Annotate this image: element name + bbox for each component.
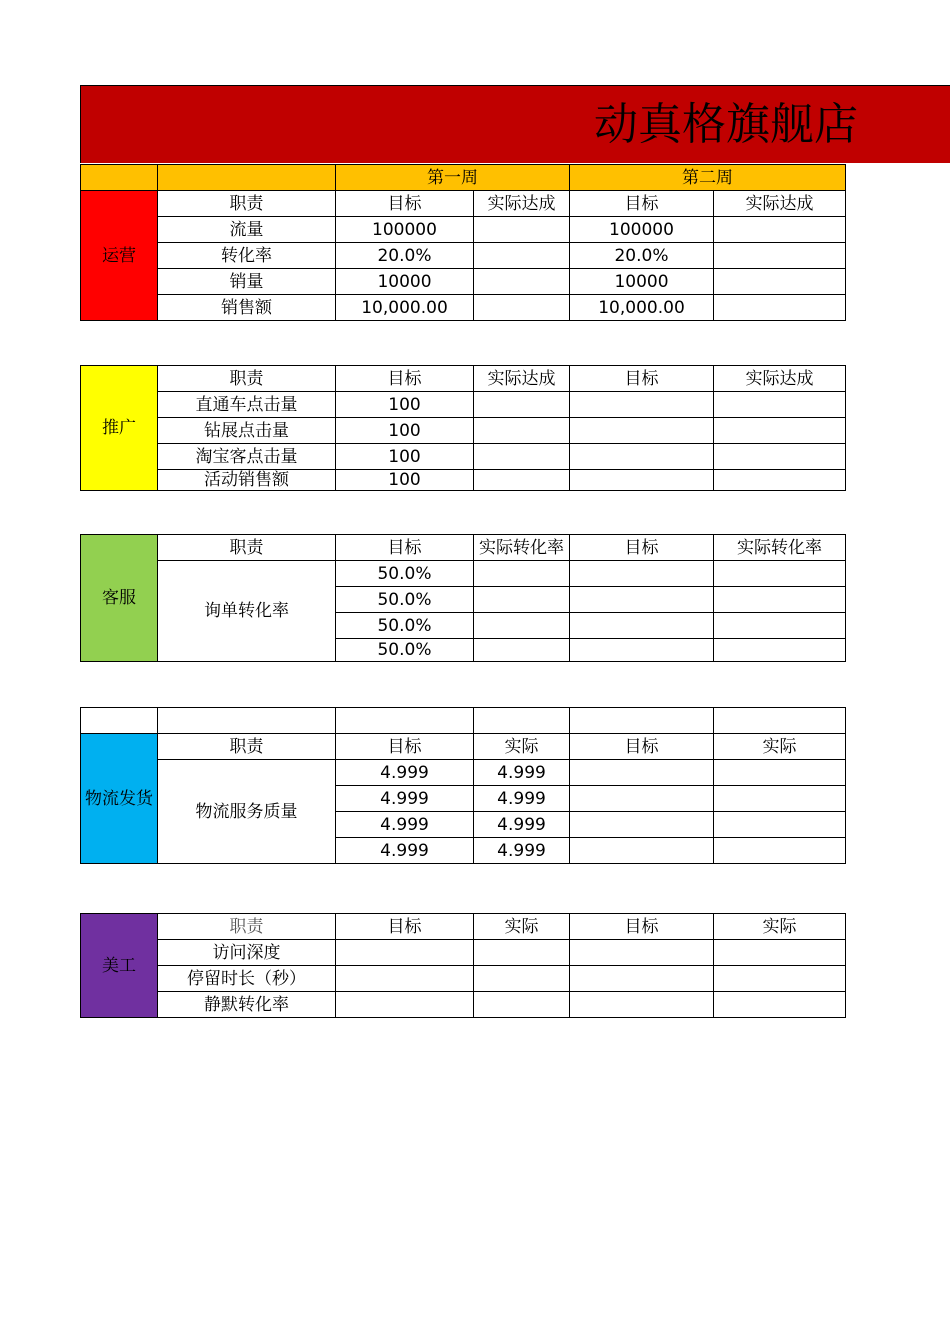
art-header-target-1: 目标: [336, 914, 474, 940]
ops-cell[interactable]: [714, 295, 846, 321]
ops-header-duty: 职责: [158, 191, 336, 217]
cs-cell[interactable]: [474, 613, 570, 639]
promo-cell[interactable]: [570, 470, 714, 491]
promo-duty[interactable]: 直通车点击量: [158, 392, 336, 418]
cs-cell[interactable]: [474, 639, 570, 662]
art-table: [80, 913, 846, 1018]
promo-duty[interactable]: 钻展点击量: [158, 418, 336, 444]
logistics-header-actual-2: 实际: [714, 734, 846, 760]
promo-cell[interactable]: [570, 444, 714, 470]
blank-row-table: [80, 707, 846, 734]
promo-duty[interactable]: 淘宝客点击量: [158, 444, 336, 470]
logistics-actual[interactable]: 4.999: [474, 786, 570, 812]
art-duty[interactable]: 访问深度: [158, 940, 336, 966]
promo-cell[interactable]: 100: [336, 392, 474, 418]
logistics-header-duty: 职责: [158, 734, 336, 760]
ops-cell[interactable]: 10000: [570, 269, 714, 295]
ops-cell[interactable]: [474, 217, 570, 243]
ops-cell[interactable]: 10000: [336, 269, 474, 295]
table-row: [81, 966, 846, 992]
promo-cell[interactable]: [714, 444, 846, 470]
promo-cell[interactable]: [474, 470, 570, 491]
art-category: 美工: [81, 914, 158, 1018]
week-2-header: 第二周: [570, 165, 846, 191]
promo-cell[interactable]: [570, 418, 714, 444]
art-header-actual-2: 实际: [714, 914, 846, 940]
promo-duty[interactable]: 活动销售额: [158, 470, 336, 491]
promo-cell[interactable]: 100: [336, 470, 474, 491]
art-cell[interactable]: [336, 940, 474, 966]
table-row: [81, 561, 846, 587]
logistics-cell[interactable]: [714, 786, 846, 812]
cs-header-duty: 职责: [158, 535, 336, 561]
cs-cell[interactable]: [570, 561, 714, 587]
cs-cell[interactable]: [714, 613, 846, 639]
cs-target[interactable]: 50.0%: [336, 587, 474, 613]
cs-header-actual-1: 实际转化率: [474, 535, 570, 561]
blank-cell[interactable]: [714, 708, 846, 734]
ops-header-target-2: 目标: [570, 191, 714, 217]
ops-category: 运营: [81, 191, 158, 321]
cs-header-actual-2: 实际转化率: [714, 535, 846, 561]
blank-cell[interactable]: [570, 708, 714, 734]
cs-cell[interactable]: [570, 587, 714, 613]
blank-cell[interactable]: [158, 708, 336, 734]
art-duty[interactable]: 停留时长（秒）: [158, 966, 336, 992]
promo-cell[interactable]: [474, 392, 570, 418]
cs-header-target-1: 目标: [336, 535, 474, 561]
logistics-actual[interactable]: 4.999: [474, 838, 570, 864]
ops-cell[interactable]: 20.0%: [570, 243, 714, 269]
table-row: [81, 760, 846, 786]
logistics-target[interactable]: 4.999: [336, 838, 474, 864]
art-cell[interactable]: [714, 940, 846, 966]
table-row: [81, 243, 846, 269]
logistics-header-target-2: 目标: [570, 734, 714, 760]
logistics-table: [80, 733, 846, 864]
promo-header-target-2: 目标: [570, 366, 714, 392]
cs-cell[interactable]: [714, 587, 846, 613]
art-header-duty: 职责: [158, 914, 336, 940]
logistics-cell[interactable]: [714, 812, 846, 838]
art-cell[interactable]: [474, 940, 570, 966]
ops-cell[interactable]: [474, 269, 570, 295]
ops-header-target-1: 目标: [336, 191, 474, 217]
cs-cell[interactable]: [714, 639, 846, 662]
cs-cell[interactable]: [570, 639, 714, 662]
promo-header-actual-1: 实际达成: [474, 366, 570, 392]
ops-cell[interactable]: 100000: [570, 217, 714, 243]
art-header-target-2: 目标: [570, 914, 714, 940]
cs-category: 客服: [81, 535, 158, 662]
logistics-category: 物流发货: [81, 734, 158, 864]
promo-cell[interactable]: [714, 418, 846, 444]
ops-duty[interactable]: 转化率: [158, 243, 336, 269]
table-row: [81, 295, 846, 321]
art-cell[interactable]: [570, 992, 714, 1018]
cs-cell[interactable]: [570, 613, 714, 639]
art-cell[interactable]: [336, 992, 474, 1018]
ops-cell[interactable]: [714, 243, 846, 269]
ops-header-actual-1: 实际达成: [474, 191, 570, 217]
blank-cell[interactable]: [336, 708, 474, 734]
table-row: [81, 470, 846, 491]
promo-header-actual-2: 实际达成: [714, 366, 846, 392]
logistics-cell[interactable]: [570, 812, 714, 838]
promo-table: [80, 365, 846, 491]
promo-cell[interactable]: 100: [336, 444, 474, 470]
table-row: [81, 392, 846, 418]
table-row: [81, 708, 846, 734]
logistics-header-target-1: 目标: [336, 734, 474, 760]
ops-cell[interactable]: [474, 243, 570, 269]
promo-cell[interactable]: [474, 444, 570, 470]
ops-cell[interactable]: 10,000.00: [570, 295, 714, 321]
table-row: [81, 418, 846, 444]
cs-target[interactable]: 50.0%: [336, 561, 474, 587]
logistics-header-actual-1: 实际: [474, 734, 570, 760]
cs-cell[interactable]: [474, 587, 570, 613]
logistics-target[interactable]: 4.999: [336, 812, 474, 838]
logistics-actual[interactable]: 4.999: [474, 812, 570, 838]
art-cell[interactable]: [336, 966, 474, 992]
logistics-duty[interactable]: 物流服务质量: [158, 760, 336, 864]
promo-header-target-1: 目标: [336, 366, 474, 392]
title-banner: [80, 85, 950, 163]
cs-target[interactable]: 50.0%: [336, 613, 474, 639]
promo-cell[interactable]: [474, 418, 570, 444]
promo-header-duty: 职责: [158, 366, 336, 392]
cs-cell[interactable]: [714, 561, 846, 587]
ops-cell[interactable]: [714, 269, 846, 295]
promo-cell[interactable]: 100: [336, 418, 474, 444]
header-blank-2: [158, 165, 336, 191]
table-row: [81, 992, 846, 1018]
week-1-header: 第一周: [336, 165, 570, 191]
logistics-target[interactable]: 4.999: [336, 786, 474, 812]
art-duty[interactable]: 静默转化率: [158, 992, 336, 1018]
art-cell[interactable]: [714, 966, 846, 992]
art-cell[interactable]: [570, 966, 714, 992]
ops-cell[interactable]: [474, 295, 570, 321]
ops-cell[interactable]: 20.0%: [336, 243, 474, 269]
art-cell[interactable]: [570, 940, 714, 966]
promo-cell[interactable]: [570, 392, 714, 418]
cs-header-target-2: 目标: [570, 535, 714, 561]
table-row: [81, 269, 846, 295]
art-cell[interactable]: [474, 992, 570, 1018]
art-cell[interactable]: [474, 966, 570, 992]
ops-duty[interactable]: 流量: [158, 217, 336, 243]
promo-cell[interactable]: [714, 470, 846, 491]
art-cell[interactable]: [714, 992, 846, 1018]
logistics-cell[interactable]: [714, 838, 846, 864]
logistics-cell[interactable]: [570, 838, 714, 864]
ops-header-actual-2: 实际达成: [714, 191, 846, 217]
ops-cell[interactable]: 10,000.00: [336, 295, 474, 321]
page-title: 动真格旗舰店: [594, 99, 858, 150]
logistics-actual[interactable]: 4.999: [474, 760, 570, 786]
ops-table: [80, 190, 846, 321]
table-row: [81, 940, 846, 966]
blank-cell[interactable]: [81, 708, 158, 734]
week-header-row: [80, 164, 846, 191]
cs-duty[interactable]: 询单转化率: [158, 561, 336, 662]
promo-category: 推广: [81, 366, 158, 491]
ops-duty[interactable]: 销售额: [158, 295, 336, 321]
cs-cell[interactable]: [474, 561, 570, 587]
header-blank-1: [81, 165, 158, 191]
logistics-cell[interactable]: [714, 760, 846, 786]
logistics-target[interactable]: 4.999: [336, 760, 474, 786]
cs-target[interactable]: 50.0%: [336, 639, 474, 662]
ops-cell[interactable]: 100000: [336, 217, 474, 243]
ops-duty[interactable]: 销量: [158, 269, 336, 295]
table-row: [81, 217, 846, 243]
ops-cell[interactable]: [714, 217, 846, 243]
art-header-actual-1: 实际: [474, 914, 570, 940]
promo-cell[interactable]: [714, 392, 846, 418]
cs-table: [80, 534, 846, 662]
table-row: [81, 444, 846, 470]
blank-cell[interactable]: [474, 708, 570, 734]
logistics-cell[interactable]: [570, 760, 714, 786]
logistics-cell[interactable]: [570, 786, 714, 812]
